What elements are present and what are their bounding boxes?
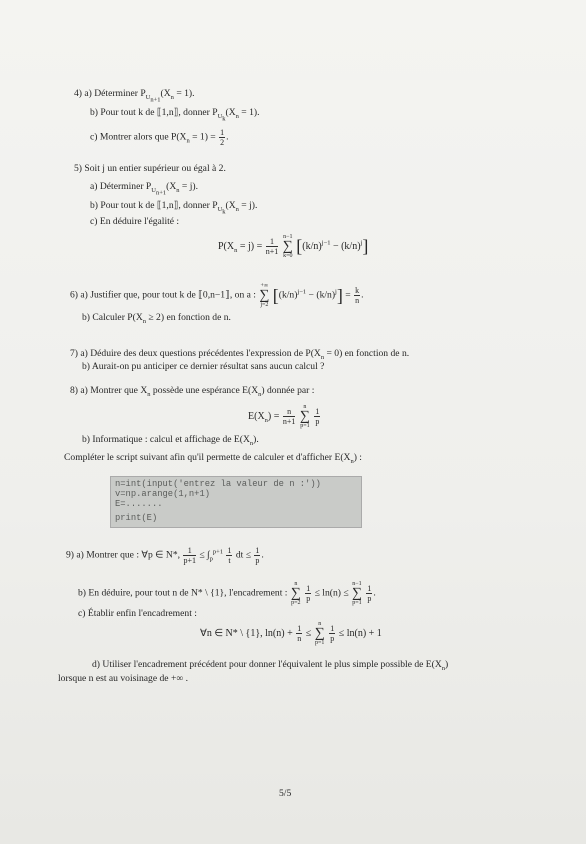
q6-b: b) Calculer $P(X_n \ge 2)$ en fonction de n.	[82, 312, 231, 325]
code-line-2: v=np.arange(1,n+1)	[115, 489, 211, 499]
q6-a: 6) a) Justifier que, pour tout k de ⟦0,n−1⟧, on a : +∞ ∑ j=2 $[(k/n)^{j-1} - (k/n)^j]$ = $\frac{k}{n}$ .	[70, 283, 364, 308]
q9-d-continued: lorsque n est au voisinage de +∞ .	[58, 673, 189, 684]
q5-equation: $P(X_n = j)$ = $\frac{1}{n+1}$ n−1 ∑ k=0 $[(k/n)^{j-1} - (k/n)^j]$	[218, 234, 369, 259]
q5-intro: 5) Soit j un entier supérieur ou égal à 2.	[74, 163, 226, 174]
q7-b: b) Aurait-on pu anticiper ce dernier résultat sans aucun calcul ?	[82, 361, 325, 372]
q4-c: c) Montrer alors que $P(X_n = 1)$ = $\frac{1}{2}$ .	[90, 128, 229, 147]
code-line-4: print(E)	[115, 513, 158, 523]
q5-a: a) Déterminer $P_{U_{n+1}}(X_n = j)$.	[90, 181, 198, 197]
q9-c: c) Établir enfin l'encadrement :	[78, 608, 197, 619]
code-line-3: E=.......	[115, 499, 163, 509]
code-line-1: n=int(input('entrez la valeur de n :'))	[115, 479, 321, 489]
q7-a: 7) a) Déduire des deux questions précédentes l'expression de $P(X_n = 0)$ en fonction de n.	[70, 348, 410, 361]
code-block	[110, 476, 362, 528]
q9-a: 9) a) Montrer que : ∀p ∈ N*, $\frac{1}{p+1}$ ≤ $\int_p^{p+1}$ $\frac{1}{t}$ dt ≤ $\frac{1}{p}$ .	[66, 546, 264, 565]
page-number: 5/5	[279, 788, 292, 799]
q5-c: c) En déduire l'égalité :	[90, 216, 180, 227]
q5-b: b) Pour tout k de ⟦1,n⟧, donner $P_{U_k}(X_n = j)$.	[90, 200, 258, 216]
q4-b: b) Pour tout k de ⟦1,n⟧, donner $P_{U_k}(X_n = 1)$.	[90, 107, 260, 123]
q9-d: d) Utiliser l'encadrement précédent pour donner l'équivalent le plus simple possible de $E(X_n)$	[92, 659, 449, 672]
q9-b: b) En déduire, pour tout n de N* \ {1}, l'encadrement : n ∑ p=2 $\frac{1}{p}$ ≤ ln(n) ≤ n−1 ∑ p=1 $\frac{1}{p}$ .	[78, 581, 376, 606]
q4-a: 4) a) Déterminer $P_{U_{n+1}}(X_n = 1)$.	[74, 88, 195, 104]
q8-b: b) Informatique : calcul et affichage de $E(X_n)$.	[82, 434, 259, 447]
q9-c-equation: ∀n ∈ N* \ {1}, ln(n) + $\frac{1}{n}$ ≤ n ∑ p=1 $\frac{1}{p}$ ≤ ln(n) + 1	[200, 621, 382, 646]
q8-complete: Compléter le script suivant afin qu'il permette de calculer et d'afficher $E(X_n)$ :	[64, 452, 362, 465]
q8-a: 8) a) Montrer que $X_n$ possède une espérance $E(X_n)$ donnée par :	[70, 385, 315, 398]
q8-equation: $E(X_n)$ = $\frac{n}{n+1}$ n ∑ p=1 $\frac{1}{p}$	[248, 404, 320, 429]
